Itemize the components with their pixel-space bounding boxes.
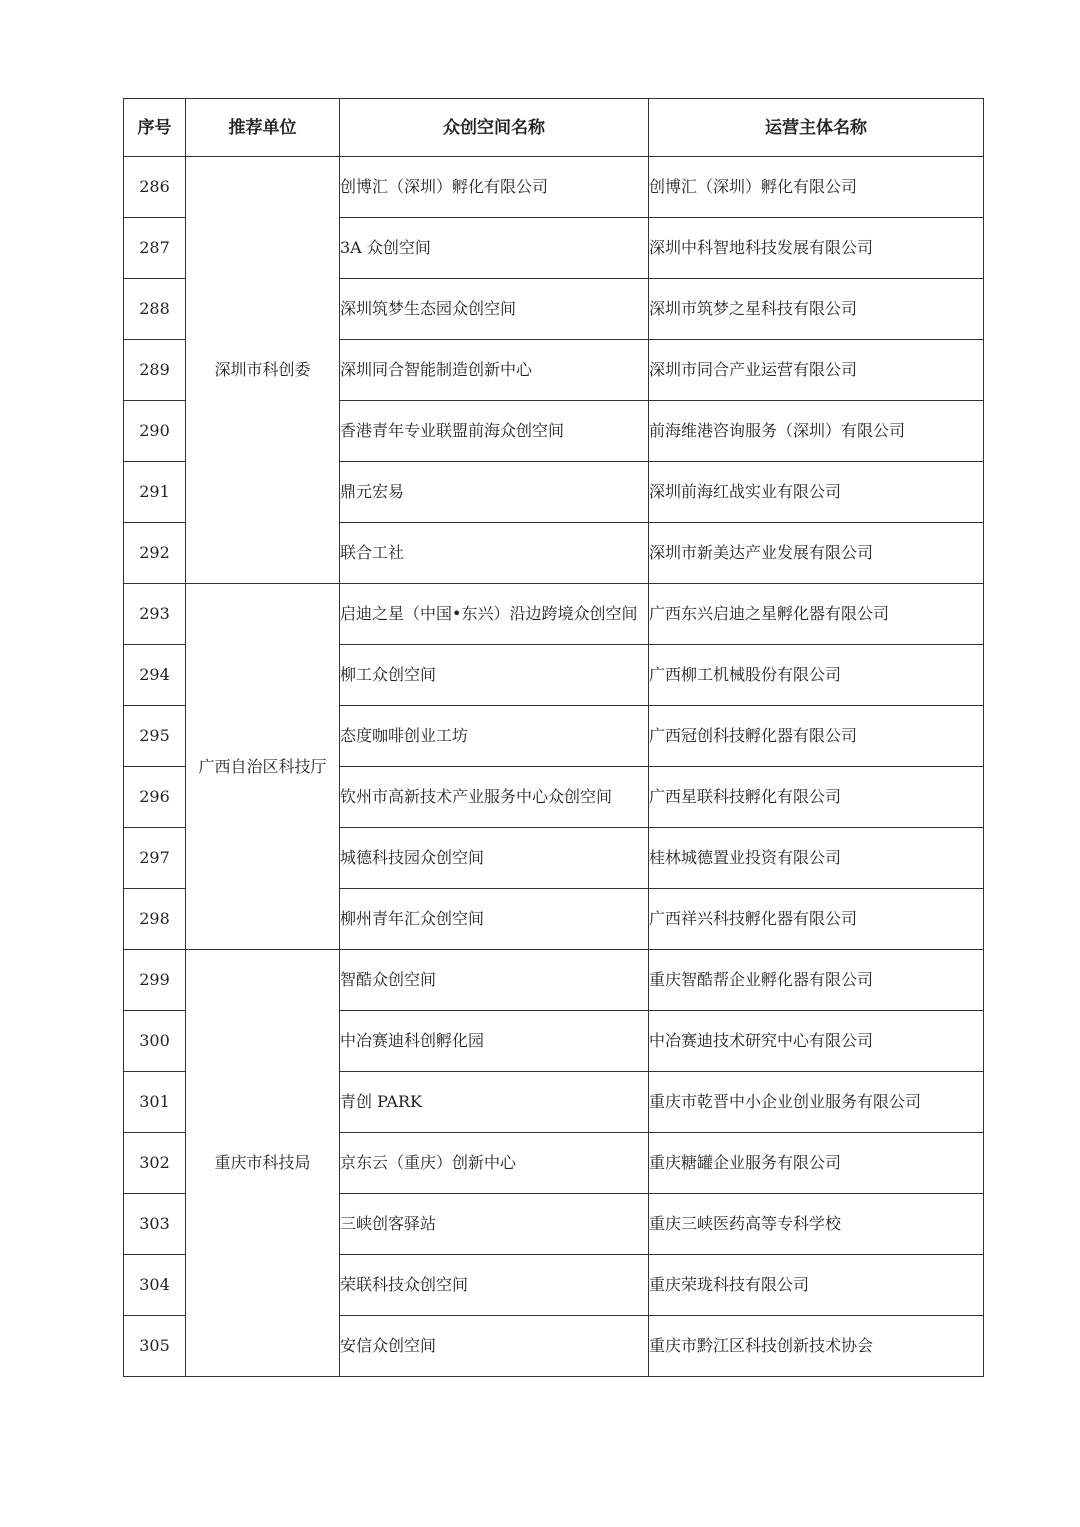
- recommending-unit: 深圳市科创委: [186, 157, 340, 584]
- header-space: 众创空间名称: [340, 99, 649, 157]
- space-name: 钦州市高新技术产业服务中心众创空间: [340, 767, 649, 828]
- space-name: 香港青年专业联盟前海众创空间: [340, 401, 649, 462]
- space-name: 深圳筑梦生态园众创空间: [340, 279, 649, 340]
- row-seq: 292: [124, 523, 186, 584]
- operator-name: 深圳前海红战实业有限公司: [649, 462, 984, 523]
- row-seq: 304: [124, 1255, 186, 1316]
- space-name: 启迪之星（中国•东兴）沿边跨境众创空间: [340, 584, 649, 645]
- space-name: 青创 PARK: [340, 1072, 649, 1133]
- space-name: 鼎元宏易: [340, 462, 649, 523]
- recommending-unit: 重庆市科技局: [186, 950, 340, 1377]
- row-seq: 288: [124, 279, 186, 340]
- row-seq: 302: [124, 1133, 186, 1194]
- space-name: 中冶赛迪科创孵化园: [340, 1011, 649, 1072]
- operator-name: 前海维港咨询服务（深圳）有限公司: [649, 401, 984, 462]
- operator-name: 深圳市新美达产业发展有限公司: [649, 523, 984, 584]
- recommending-unit: 广西自治区科技厅: [186, 584, 340, 950]
- row-seq: 287: [124, 218, 186, 279]
- row-seq: 301: [124, 1072, 186, 1133]
- row-seq: 295: [124, 706, 186, 767]
- operator-name: 重庆市乾晋中小企业创业服务有限公司: [649, 1072, 984, 1133]
- header-unit: 推荐单位: [186, 99, 340, 157]
- header-seq: 序号: [124, 99, 186, 157]
- row-seq: 291: [124, 462, 186, 523]
- space-name: 柳工众创空间: [340, 645, 649, 706]
- operator-name: 重庆糖罐企业服务有限公司: [649, 1133, 984, 1194]
- header-operator: 运营主体名称: [649, 99, 984, 157]
- table-body: [124, 157, 984, 1377]
- space-name: 三峡创客驿站: [340, 1194, 649, 1255]
- row-seq: 290: [124, 401, 186, 462]
- operator-name: 重庆市黔江区科技创新技术协会: [649, 1316, 984, 1377]
- operator-name: 广西冠创科技孵化器有限公司: [649, 706, 984, 767]
- row-seq: 289: [124, 340, 186, 401]
- row-seq: 286: [124, 157, 186, 218]
- operator-name: 重庆智酷帮企业孵化器有限公司: [649, 950, 984, 1011]
- operator-name: 广西柳工机械股份有限公司: [649, 645, 984, 706]
- incubator-list-table: [123, 98, 984, 1377]
- space-name: 联合工社: [340, 523, 649, 584]
- operator-name: 桂林城德置业投资有限公司: [649, 828, 984, 889]
- space-name: 深圳同合智能制造创新中心: [340, 340, 649, 401]
- operator-name: 创博汇（深圳）孵化有限公司: [649, 157, 984, 218]
- operator-name: 深圳市同合产业运营有限公司: [649, 340, 984, 401]
- operator-name: 广西星联科技孵化有限公司: [649, 767, 984, 828]
- row-seq: 298: [124, 889, 186, 950]
- row-seq: 300: [124, 1011, 186, 1072]
- operator-name: 重庆荣珑科技有限公司: [649, 1255, 984, 1316]
- operator-name: 广西祥兴科技孵化器有限公司: [649, 889, 984, 950]
- table-row: [124, 157, 984, 218]
- row-seq: 293: [124, 584, 186, 645]
- space-name: 柳州青年汇众创空间: [340, 889, 649, 950]
- row-seq: 299: [124, 950, 186, 1011]
- table-row: [124, 950, 984, 1011]
- operator-name: 中冶赛迪技术研究中心有限公司: [649, 1011, 984, 1072]
- space-name: 态度咖啡创业工坊: [340, 706, 649, 767]
- space-name: 智酷众创空间: [340, 950, 649, 1011]
- space-name: 城德科技园众创空间: [340, 828, 649, 889]
- operator-name: 深圳中科智地科技发展有限公司: [649, 218, 984, 279]
- table-row: [124, 584, 984, 645]
- row-seq: 305: [124, 1316, 186, 1377]
- space-name: 安信众创空间: [340, 1316, 649, 1377]
- operator-name: 深圳市筑梦之星科技有限公司: [649, 279, 984, 340]
- row-seq: 297: [124, 828, 186, 889]
- operator-name: 广西东兴启迪之星孵化器有限公司: [649, 584, 984, 645]
- row-seq: 296: [124, 767, 186, 828]
- space-name: 荣联科技众创空间: [340, 1255, 649, 1316]
- operator-name: 重庆三峡医药高等专科学校: [649, 1194, 984, 1255]
- space-name: 3A 众创空间: [340, 218, 649, 279]
- space-name: 京东云（重庆）创新中心: [340, 1133, 649, 1194]
- space-name: 创博汇（深圳）孵化有限公司: [340, 157, 649, 218]
- table-header-row: [124, 99, 984, 157]
- row-seq: 303: [124, 1194, 186, 1255]
- row-seq: 294: [124, 645, 186, 706]
